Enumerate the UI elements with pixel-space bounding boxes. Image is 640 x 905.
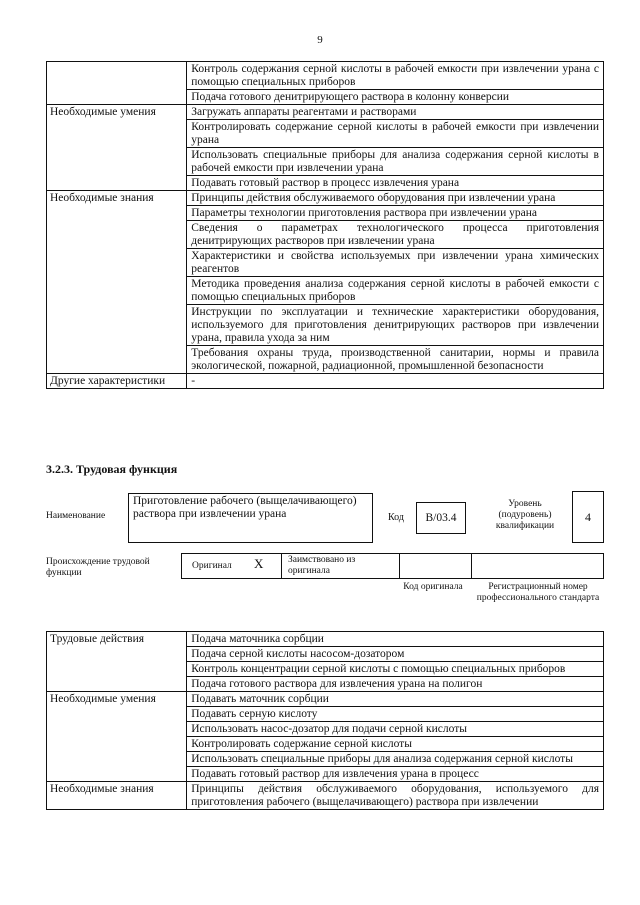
function-name-box: Приготовление рабочего (выщелачивающего) раствора при извлечении урана [128, 493, 373, 543]
registration-number-label: Регистрационный номер профессионального стандарта [476, 582, 600, 603]
row-item: Требования охраны труда, производственной санитарии, нормы и правила экологической, пожарной, радиационной, промышленной безопасности [187, 346, 604, 374]
row-item: - [187, 374, 604, 389]
origin-table [181, 553, 604, 579]
row-item: Сведения о параметрах технологического процесса приготовления денитрирующих растворов при извлечении урана [187, 221, 604, 249]
row-item: Загружать аппараты реагентами и растворами [187, 105, 604, 120]
row-item: Характеристики и свойства используемых при извлечении урана химических реагентов [187, 249, 604, 277]
row-item: Использовать специальные приборы для анализа содержания серной кислоты в рабочей емкости при извлечении урана [187, 148, 604, 176]
name-label: Наименование [46, 511, 106, 521]
row-item: Подавать серную кислоту [187, 707, 604, 722]
code-value-box: В/03.4 [416, 502, 466, 534]
qualification-level-box: 4 [572, 491, 604, 543]
row-item: Инструкции по эксплуатации и технические характеристики оборудования, используемого для приготовления денитрирующих растворов при извлечении урана, правила ухода за ним [187, 305, 604, 346]
row-item: Параметры технологии приготовления раствора при извлечении урана [187, 206, 604, 221]
row-item: Подавать готовый раствор в процесс извлечения урана [187, 176, 604, 191]
origin-label: Происхождение трудовой функции [46, 557, 150, 578]
row-item: Подача серной кислоты насосом-дозатором [187, 647, 604, 662]
row-item: Контроль концентрации серной кислоты с помощью специальных приборов [187, 662, 604, 677]
qualification-level-label: Уровень (подуровень) квалификации [495, 499, 555, 531]
row-item: Подавать маточник сорбции [187, 692, 604, 707]
original-label: Оригинал [192, 561, 232, 571]
table-row [47, 105, 604, 120]
row-item: Принципы действия обслуживаемого оборудования при извлечении урана [187, 191, 604, 206]
table-row [47, 692, 604, 707]
row-item: Контролировать содержание серной кислоты [187, 737, 604, 752]
row-label: Другие характеристики [47, 374, 187, 389]
section-title: 3.2.3. Трудовая функция [46, 462, 178, 476]
row-item: Принципы действия обслуживаемого оборудования, используемого для приготовления рабочего (выщелачивающего) раствора при извлечении [187, 782, 604, 810]
row-item: Использовать специальные приборы для анализа содержания серной кислоты [187, 752, 604, 767]
row-item: Подача маточника сорбции [187, 632, 604, 647]
table-row [47, 632, 604, 647]
page-number: 9 [317, 34, 323, 46]
row-label: Трудовые действия [47, 632, 187, 692]
row-item: Подавать готовый раствор для извлечения урана в процесс [187, 767, 604, 782]
table-row [47, 782, 604, 810]
original-mark: X [254, 556, 264, 571]
borrowed-label: Заимствовано из оригинала [288, 555, 356, 576]
row-label: Необходимые умения [47, 105, 187, 191]
competency-table-2 [46, 631, 604, 810]
row-label [47, 62, 187, 105]
row-item: Контроль содержания серной кислоты в рабочей емкости при извлечении урана с помощью специальных приборов [187, 62, 604, 90]
row-item: Использовать насос-дозатор для подачи серной кислоты [187, 722, 604, 737]
row-item: Контролировать содержание серной кислоты в рабочей емкости при извлечении урана [187, 120, 604, 148]
table-row [47, 191, 604, 206]
borrowed-cell [282, 554, 400, 578]
table-row [47, 62, 604, 90]
row-label: Необходимые знания [47, 782, 187, 810]
competency-table-1 [46, 61, 604, 389]
row-item: Подача готового раствора для извлечения урана на полигон [187, 677, 604, 692]
row-label: Необходимые знания [47, 191, 187, 374]
original-cell [182, 554, 282, 578]
table-row [47, 374, 604, 389]
row-label: Необходимые умения [47, 692, 187, 782]
origin-code-cell [400, 554, 472, 578]
origin-code-label: Код оригинала [403, 582, 463, 592]
row-item: Подача готового денитрирующего раствора в колонну конверсии [187, 90, 604, 105]
row-item: Методика проведения анализа содержания серной кислоты в рабочей емкости с помощью специальных приборов [187, 277, 604, 305]
code-label: Код [388, 512, 404, 523]
